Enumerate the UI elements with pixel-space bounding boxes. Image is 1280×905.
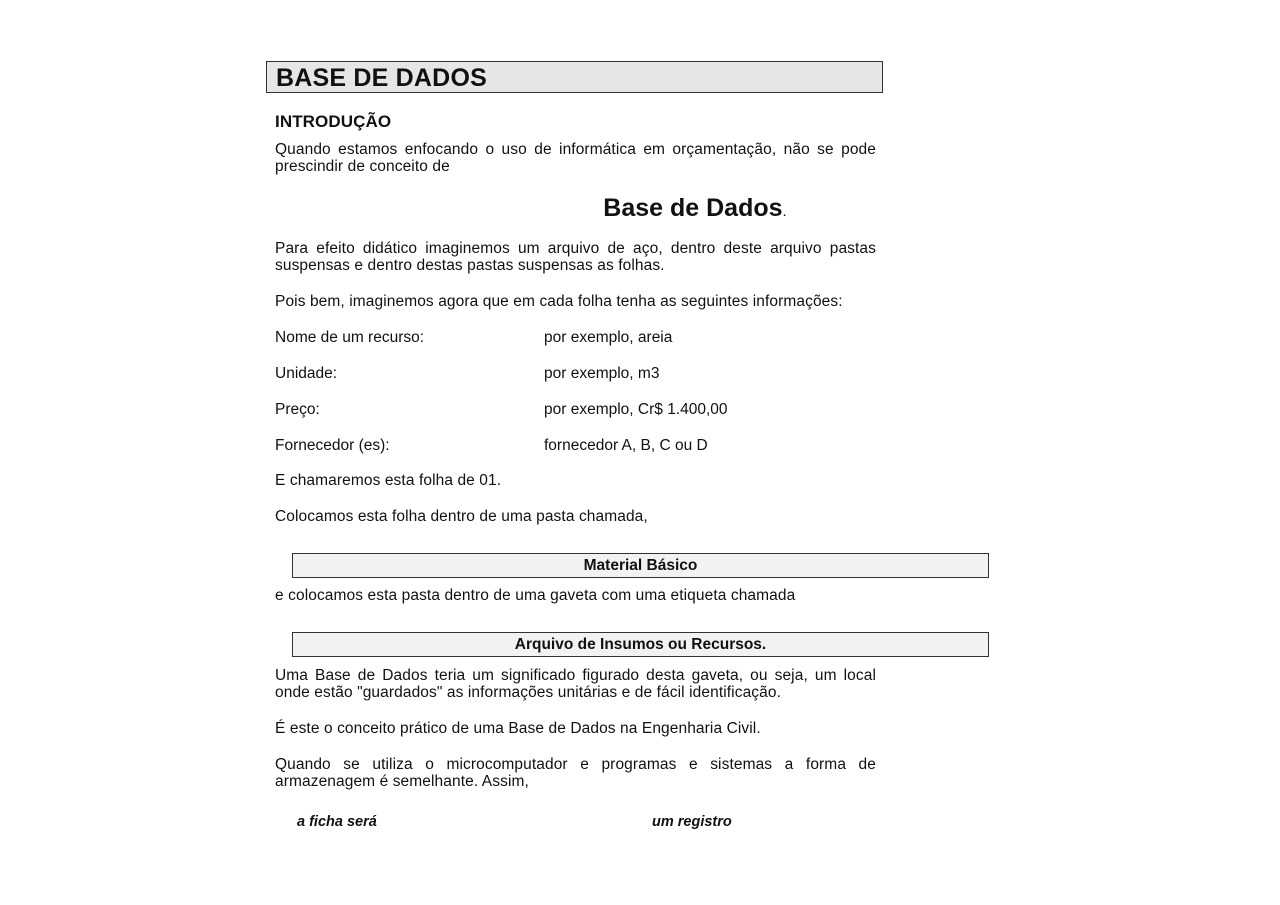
intro-paragraph: Quando estamos enfocando o uso de informática em orçamentação, não se pode prescindir de conceito de bbox=[275, 141, 876, 175]
archive-paragraph: Para efeito didático imaginemos um arquivo de aço, dentro deste arquivo pastas suspensas e dentro destas pastas suspensas as folhas. bbox=[275, 240, 876, 274]
concept-title: Base de Dados bbox=[603, 194, 783, 222]
field-value-supplier: fornecedor A, B, C ou D bbox=[544, 437, 708, 454]
concept-sentence: É este o conceito prático de uma Base de Dados na Engenharia Civil. bbox=[275, 720, 761, 737]
field-value-price: por exemplo, Cr$ 1.400,00 bbox=[544, 401, 728, 418]
concept-title-punct: . bbox=[782, 203, 787, 220]
meaning-paragraph: Uma Base de Dados teria um significado figurado desta gaveta, ou seja, um local onde estão "guardados" as informações unitárias e de fácil identificação. bbox=[275, 667, 876, 701]
intro-heading: INTRODUÇÃO bbox=[275, 112, 392, 131]
mapping-right: um registro bbox=[652, 814, 732, 830]
drawer-sentence: e colocamos esta pasta dentro de uma gaveta com uma etiqueta chamada bbox=[275, 587, 796, 604]
drawer-box-label: Arquivo de Insumos ou Recursos. bbox=[292, 632, 989, 657]
field-label-unit: Unidade: bbox=[275, 365, 338, 382]
concept-title-line bbox=[275, 193, 1115, 227]
field-label-resource: Nome de um recurso: bbox=[275, 329, 425, 346]
field-label-price: Preço: bbox=[275, 401, 320, 418]
computer-paragraph: Quando se utiliza o microcomputador e programas e sistemas a forma de armazenagem é semelhante. Assim, bbox=[275, 756, 876, 790]
folder-sentence: Colocamos esta folha dentro de uma pasta chamada, bbox=[275, 508, 648, 525]
field-value-resource: por exemplo, areia bbox=[544, 329, 673, 346]
folder-box-label: Material Básico bbox=[292, 553, 989, 578]
mapping-left: a ficha será bbox=[297, 814, 377, 830]
sheet-name-sentence: E chamaremos esta folha de 01. bbox=[275, 472, 502, 489]
page-title: BASE DE DADOS bbox=[276, 64, 487, 92]
field-label-supplier: Fornecedor (es): bbox=[275, 437, 390, 454]
title-box bbox=[266, 61, 883, 93]
field-value-unit: por exemplo, m3 bbox=[544, 365, 660, 382]
sheet-info-paragraph: Pois bem, imaginemos agora que em cada folha tenha as seguintes informações: bbox=[275, 293, 843, 310]
